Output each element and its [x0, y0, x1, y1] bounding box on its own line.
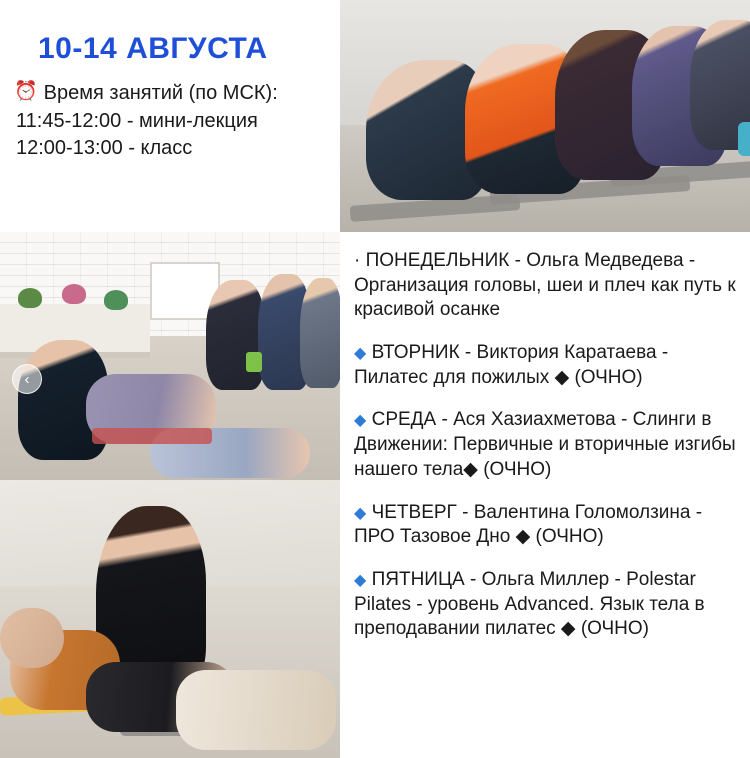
diamond-icon: ◆: [354, 345, 367, 363]
yoga-mat: [92, 428, 212, 444]
photo-group-class: [340, 0, 750, 232]
header-block: [0, 0, 340, 232]
person-figure: [300, 278, 340, 388]
person-figure: [176, 670, 336, 750]
photo-instructor-content: [0, 480, 340, 758]
person-figure: [0, 608, 64, 668]
carousel-prev-icon[interactable]: ‹: [12, 364, 42, 394]
schedule-panel: [340, 232, 750, 758]
time-line-1: 11:45-12:00 - мини-лекция: [16, 109, 258, 132]
schedule-item-tuesday: [354, 341, 740, 390]
page-title: 10-14 АВГУСТА: [38, 32, 268, 65]
schedule-item-monday: [354, 249, 740, 323]
prop-block: [246, 352, 262, 372]
bullet-dot-icon: ·: [354, 250, 361, 271]
plant-decor: [62, 284, 86, 304]
diamond-icon: ◆: [354, 504, 367, 522]
time-line-2: 12:00-13:00 - класс: [16, 137, 193, 160]
schedule-item-text: ПЯТНИЦА - Ольга Миллер - Polestar Pilates - уровень Advanced. Язык тела в преподавании пилатес ◆ (ОЧНО): [354, 568, 705, 640]
schedule-item-text: ПОНЕДЕЛЬНИК - Ольга Медведева - Организация головы, шеи и плеч как путь к красивой осанке: [354, 250, 736, 321]
photo-instructor: [0, 480, 340, 758]
towel: [738, 122, 750, 156]
schedule-item-thursday: [354, 501, 740, 550]
schedule-item-text: СРЕДА - Ася Хазиахметова - Слинги в Движении: Первичные и вторичные изгибы нашего тела◆ (ОЧНО): [354, 409, 736, 480]
schedule-item-friday: [354, 568, 740, 642]
photo-workshop: [0, 232, 340, 480]
schedule-item-text: ЧЕТВЕРГ - Валентина Голомолзина - ПРО Тазовое Дно ◆ (ОЧНО): [354, 501, 703, 548]
plant-decor: [18, 288, 42, 308]
alarm-clock-icon: ⏰: [14, 81, 38, 102]
time-label: Время занятий (по МСК):: [43, 82, 278, 104]
diamond-icon: ◆: [354, 412, 367, 430]
photo-workshop-content: [0, 232, 340, 480]
schedule-item-text: ВТОРНИК - Виктория Каратаева - Пилатес для пожилых ◆ (ОЧНО): [354, 342, 669, 388]
carousel-next-icon[interactable]: ›: [710, 364, 740, 394]
person-figure: [206, 280, 264, 390]
time-label-row: [14, 80, 326, 108]
plant-decor: [104, 290, 128, 310]
schedule-item-wednesday: [354, 408, 740, 482]
photo-group-class-content: [340, 0, 750, 232]
diamond-icon: ◆: [354, 571, 367, 589]
